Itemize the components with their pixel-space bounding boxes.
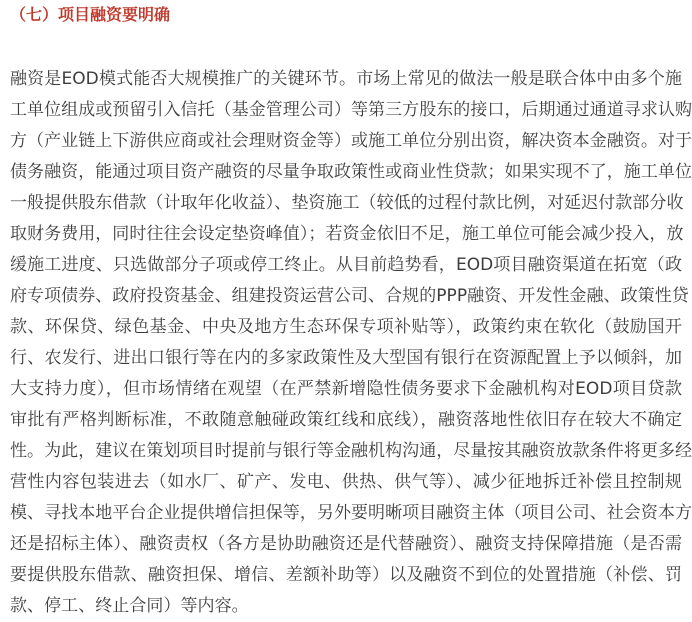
paragraph-line: 工单位组成或预留引入信托（基金管理公司）等第三方股东的接口，后期通过通道寻求认购: [10, 100, 692, 120]
paragraph-line: 债务融资，能通过项目资产融资的尽量争取政策性或商业性贷款；如果实现不了，施工单位: [10, 162, 692, 182]
paragraph-line: 性。为此，建议在策划项目时提前与银行等金融机构沟通，尽量按其融资放款条件将更多经: [10, 441, 692, 461]
paragraph-line: 行、农发行、进出口银行等在内的多家政策性及大型国有银行在资源配置上予以倾斜，加: [10, 348, 682, 368]
section-heading: （七）项目融资要明确: [10, 5, 171, 24]
paragraph-line-last: 款、停工、终止合同）等内容。: [10, 596, 249, 616]
paragraph-line: 缓施工进度、只选做部分子项或停工终止。从目前趋势看，EOD项目融资渠道在拓宽（政: [10, 255, 682, 275]
paragraph-line: 融资是EOD模式能否大规模推广的关键环节。市场上常见的做法一般是联合体中由多个施: [10, 69, 682, 89]
paragraph-line: 一般提供股东借款（计取年化收益）、垫资施工（较低的过程付款比例，对延迟付款部分收: [10, 193, 684, 213]
paragraph-line: 还是招标主体）、融资责权（各方是协助融资还是代替融资）、融资支持保障措施（是否需: [10, 534, 682, 554]
paragraph-line: 取财务费用，同时往往会设定垫资峰值）；若资金依旧不足，施工单位可能会减少投入，放: [10, 224, 684, 244]
paragraph-line: 大支持力度），但市场情绪在观望（在严禁新增隐性债务要求下金融机构对EOD项目贷款: [10, 379, 682, 399]
paragraph-line: 要提供股东借款、融资担保、增信、差额补助等）以及融资不到位的处置措施（补偿、罚: [10, 565, 682, 585]
paragraph-line: 方（产业链上下游供应商或社会理财资金等）或施工单位分别出资，解决资本金融资。对于: [10, 131, 692, 151]
paragraph-line: 款、环保贷、绿色基金、中央及地方生态环保专项补贴等），政策约束在软化（鼓励国开: [10, 317, 682, 337]
paragraph-line: 营性内容包装进去（如水厂、矿产、发电、供热、供气等）、减少征地拆迁补偿且控制规: [10, 472, 682, 492]
paragraph-line: 府专项债券、政府投资基金、组建投资运营公司、合规的PPP融资、开发性金融、政策性贷: [10, 286, 689, 306]
body-paragraph: [10, 64, 692, 622]
paragraph-line: 审批有严格判断标准，不敢随意触碰政策红线和底线），融资落地性依旧存在较大不确定: [10, 410, 682, 430]
paragraph-line: 模、寻找本地平台企业提供增信担保等，另外要明晰项目融资主体（项目公司、社会资本方: [10, 503, 692, 523]
